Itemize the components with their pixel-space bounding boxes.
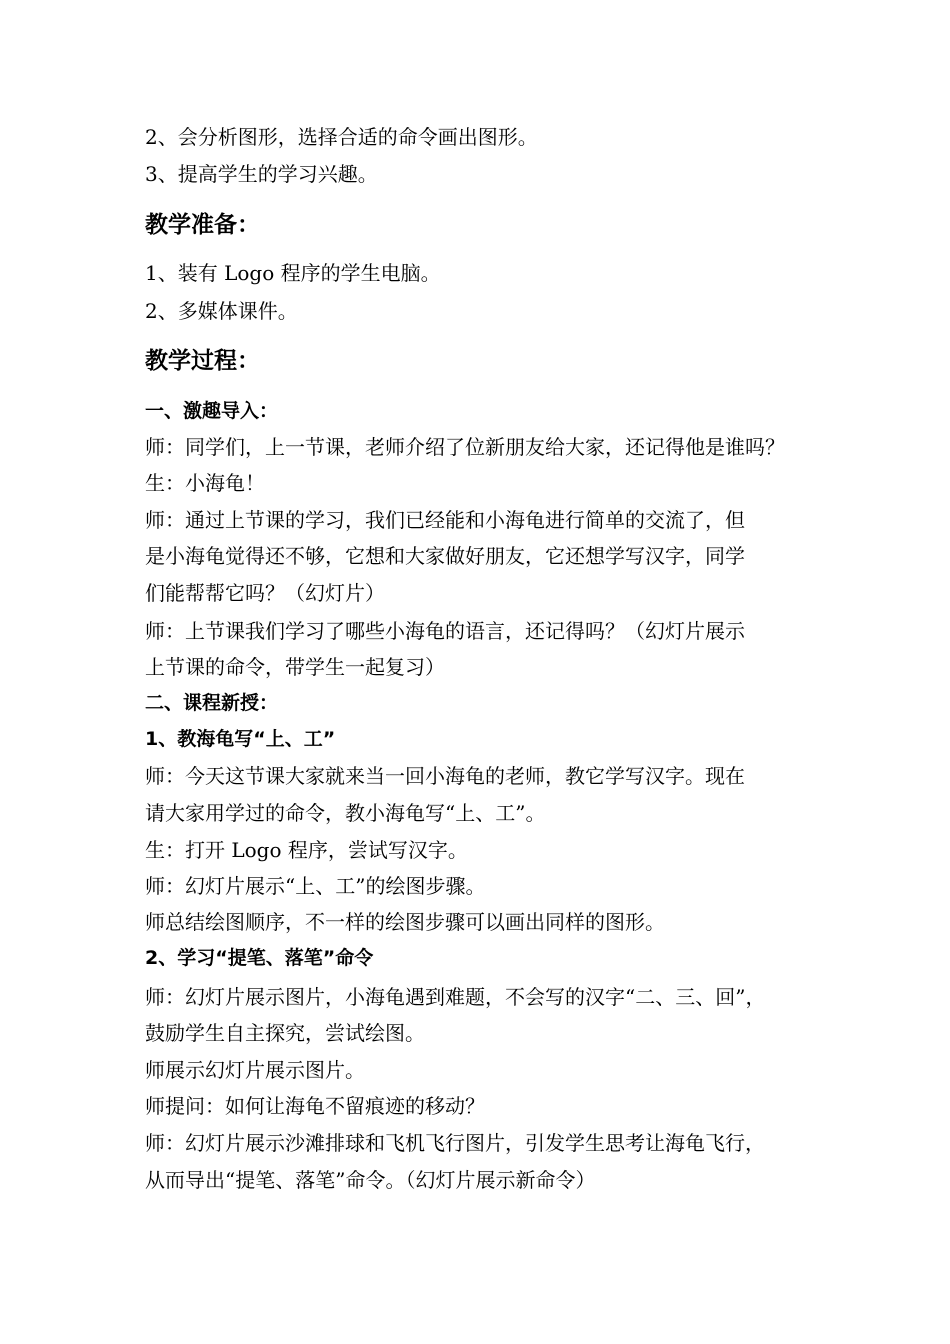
prep-item: 1、装有 Logo 程序的学生电脑。 bbox=[145, 261, 441, 285]
paragraph-line: 师：幻灯片展示沙滩排球和飞机飞行图片，引发学生思考让海龟飞行， bbox=[145, 1131, 765, 1155]
paragraph-line: 们能帮帮它吗？（幻灯片） bbox=[145, 581, 385, 605]
paragraph-line: 上节课的命令，带学生一起复习） bbox=[145, 655, 445, 679]
paragraph-line: 师：今天这节课大家就来当一回小海龟的老师，教它学写汉字。现在 bbox=[145, 764, 745, 788]
goal-line: 3、提高学生的学习兴趣。 bbox=[145, 162, 378, 186]
paragraph-line: 师：同学们，上一节课，老师介绍了位新朋友给大家，还记得他是谁吗？ bbox=[145, 435, 785, 459]
paragraph-line: 请大家用学过的命令，教小海龟写“上、工”。 bbox=[145, 801, 546, 825]
section-heading-prep: 教学准备： bbox=[145, 212, 260, 238]
paragraph-line: 是小海龟觉得还不够，它想和大家做好朋友，它还想学写汉字，同学 bbox=[145, 544, 745, 568]
paragraph-line: 生：小海龟！ bbox=[145, 471, 265, 495]
paragraph-line: 生：打开 Logo 程序，尝试写汉字。 bbox=[145, 838, 468, 862]
paragraph-line: 师总结绘图顺序，不一样的绘图步骤可以画出同样的图形。 bbox=[145, 910, 665, 934]
paragraph-line: 师：上节课我们学习了哪些小海龟的语言，还记得吗？（幻灯片展示 bbox=[145, 619, 745, 643]
paragraph-line: 师：幻灯片展示“上、工”的绘图步骤。 bbox=[145, 874, 486, 898]
paragraph-line: 师展示幻灯片展示图片。 bbox=[145, 1058, 365, 1082]
step2-heading: 2、学习“提笔、落笔”命令 bbox=[145, 947, 374, 969]
paragraph-line: 师提问：如何让海龟不留痕迹的移动？ bbox=[145, 1094, 485, 1118]
paragraph-line: 师：幻灯片展示图片，小海龟遇到难题，不会写的汉字“二、三、回”， bbox=[145, 985, 766, 1009]
section-heading-process: 教学过程： bbox=[145, 348, 260, 374]
part1-heading: 一、激趣导入： bbox=[145, 400, 279, 422]
step1-heading: 1、教海龟写“上、工” bbox=[145, 728, 336, 750]
paragraph-line: 从而导出“提笔、落笔”命令。（幻灯片展示新命令） bbox=[145, 1168, 596, 1192]
paragraph-line: 师：通过上节课的学习，我们已经能和小海龟进行简单的交流了，但 bbox=[145, 508, 745, 532]
prep-item: 2、多媒体课件。 bbox=[145, 299, 298, 323]
part2-heading: 二、课程新授： bbox=[145, 692, 279, 714]
paragraph-line: 鼓励学生自主探究，尝试绘图。 bbox=[145, 1021, 425, 1045]
goal-line: 2、会分析图形，选择合适的命令画出图形。 bbox=[145, 125, 538, 149]
